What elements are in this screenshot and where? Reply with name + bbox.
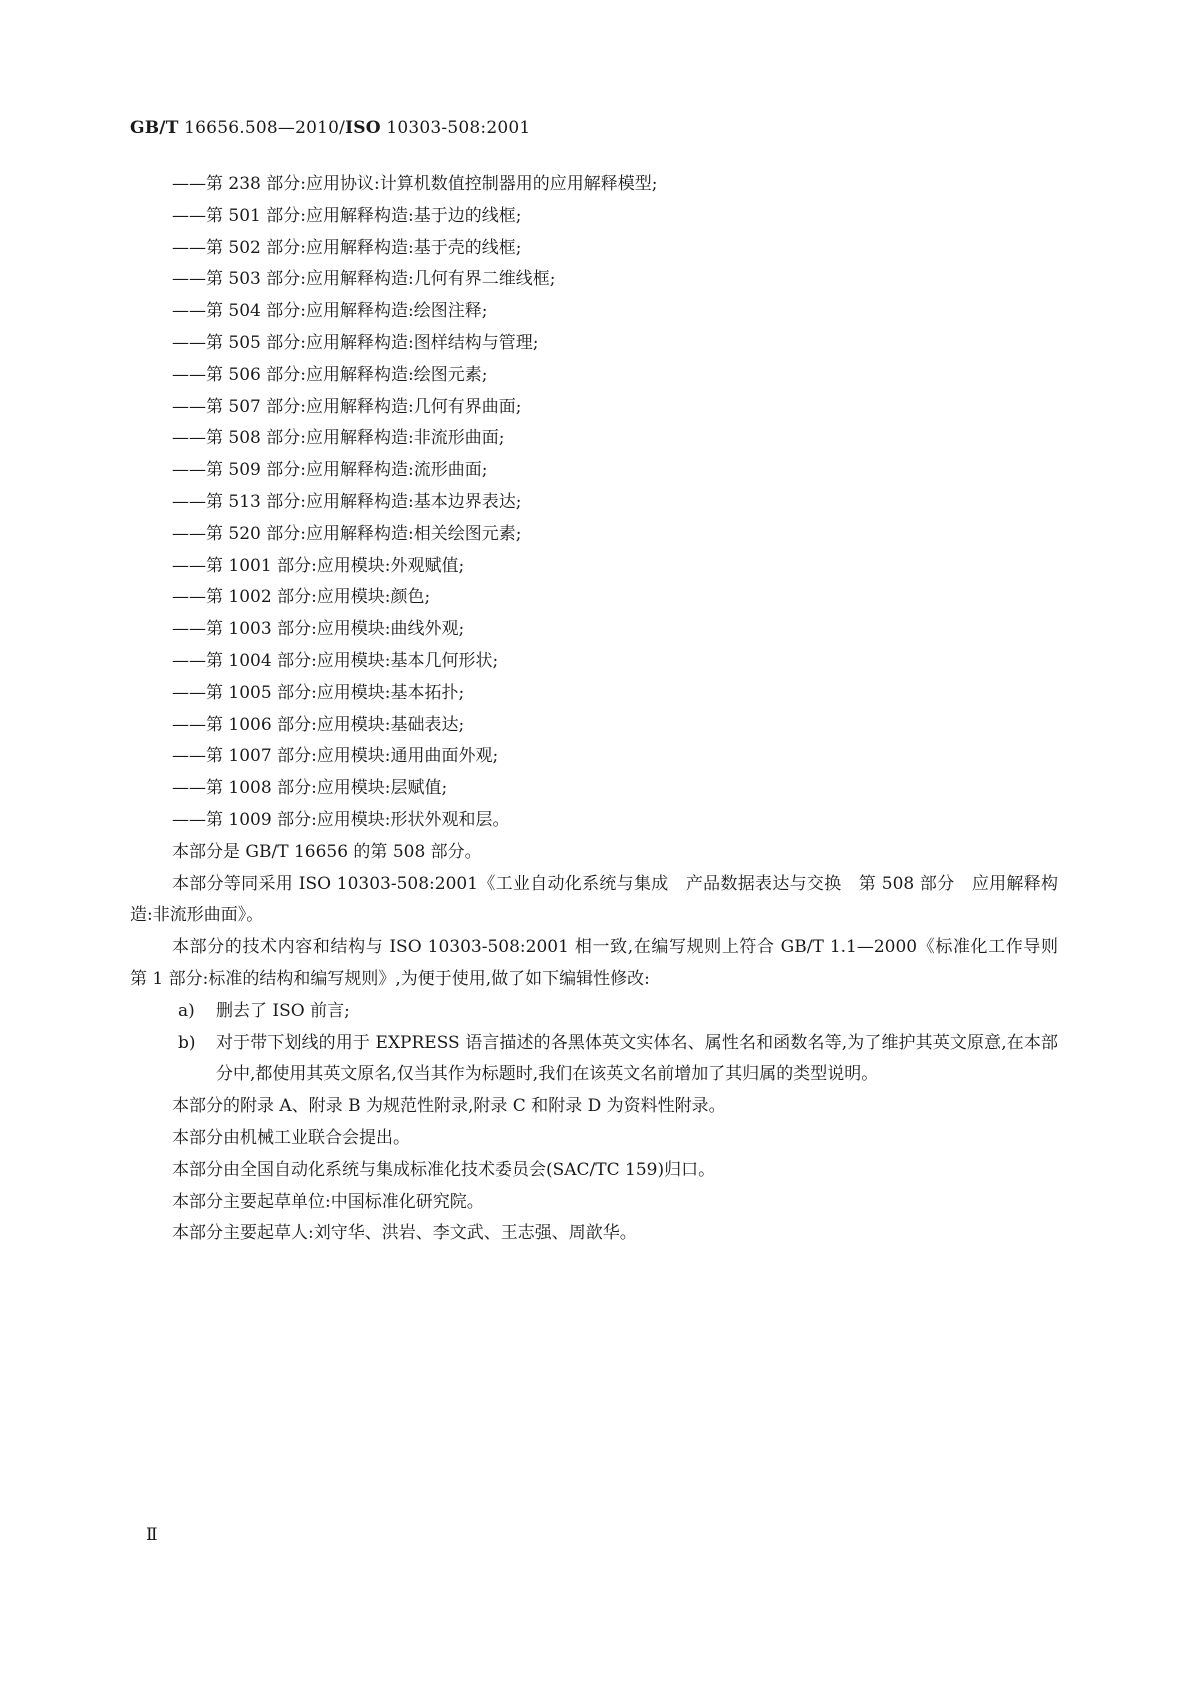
paragraph-adoption: 本部分等同采用 ISO 10303-508:2001《工业自动化系统与集成 产品数据表达与交换 第 508 部分 应用解释构造:非流形曲面》。 xyxy=(130,873,1058,926)
part-item-520: ——第 520 部分:应用解释构造:相关绘图元素; xyxy=(172,523,522,544)
paragraph-technical-content: 本部分的技术内容和结构与 ISO 10303-508:2001 相一致,在编写规则上符合 GB/T 1.1—2000《标准化工作导则 第 1 部分:标准的结构和编写规则》,为便于使用,做了如下编辑性修改: xyxy=(130,937,1075,989)
document-header xyxy=(130,118,530,138)
paragraph-annexes: 本部分的附录 A、附录 B 为规范性附录,附录 C 和附录 D 为资料性附录。 xyxy=(172,1096,726,1117)
parts-list xyxy=(130,169,1058,837)
part-item-509: ——第 509 部分:应用解释构造:流形曲面; xyxy=(172,460,488,481)
part-item-238: ——第 238 部分:应用协议:计算机数值控制器用的应用解释模型; xyxy=(172,174,658,194)
part-item-1007: ——第 1007 部分:应用模块:通用曲面外观; xyxy=(172,746,499,767)
part-item-507: ——第 507 部分:应用解释构造:几何有界曲面; xyxy=(172,396,522,417)
header-code-part3: ISO xyxy=(345,118,381,138)
item-a-marker: a) xyxy=(178,1000,195,1021)
modification-item-a xyxy=(130,996,1058,1028)
item-b-marker: b) xyxy=(178,1032,196,1053)
page-number: Ⅱ xyxy=(146,1525,158,1545)
paragraph-drafters: 本部分主要起草人:刘守华、洪岩、李文武、王志强、周歆华。 xyxy=(172,1223,637,1244)
modification-item-b xyxy=(130,1028,1058,1092)
part-item-503: ——第 503 部分:应用解释构造:几何有界二维线框; xyxy=(172,269,556,290)
paragraph-part-number: 本部分是 GB/T 16656 的第 508 部分。 xyxy=(172,841,482,862)
item-a-text: 删去了 ISO 前言; xyxy=(216,1000,350,1021)
header-code-part4: 10303-508:2001 xyxy=(380,118,531,138)
part-item-1006: ——第 1006 部分:应用模块:基础表达; xyxy=(172,714,465,735)
header-code-part2: 16656.508—2010/ xyxy=(178,118,346,138)
paragraph-proposer: 本部分由机械工业联合会提出。 xyxy=(172,1127,410,1148)
part-item-501: ——第 501 部分:应用解释构造:基于边的线框; xyxy=(172,205,522,226)
document-body xyxy=(130,169,1075,1250)
paragraph-committee: 本部分由全国自动化系统与集成标准化技术委员会(SAC/TC 159)归口。 xyxy=(172,1159,716,1180)
part-item-506: ——第 506 部分:应用解释构造:绘图元素; xyxy=(172,364,488,385)
part-item-1003: ——第 1003 部分:应用模块:曲线外观; xyxy=(172,619,465,640)
part-item-1001: ——第 1001 部分:应用模块:外观赋值; xyxy=(172,555,465,576)
paragraph-drafting-unit: 本部分主要起草单位:中国标准化研究院。 xyxy=(172,1191,484,1212)
part-item-1002: ——第 1002 部分:应用模块:颜色; xyxy=(172,587,431,608)
part-item-1005: ——第 1005 部分:应用模块:基本拓扑; xyxy=(172,682,465,703)
part-item-1004: ——第 1004 部分:应用模块:基本几何形状; xyxy=(172,650,499,671)
item-b-text: 对于带下划线的用于 EXPRESS 语言描述的各黑体英文实体名、属性名和函数名等,为了维护其英文原意,在本部分中,都使用其英文原名,仅当其作为标题时,我们在该英文名前增加了其归属的类型说明。 xyxy=(216,1032,1058,1085)
part-item-1008: ——第 1008 部分:应用模块:层赋值; xyxy=(172,778,448,799)
part-item-513: ——第 513 部分:应用解释构造:基本边界表达; xyxy=(172,491,522,512)
part-item-504: ——第 504 部分:应用解释构造:绘图注释; xyxy=(172,301,488,322)
part-item-502: ——第 502 部分:应用解释构造:基于壳的线框; xyxy=(172,237,522,258)
part-item-1009: ——第 1009 部分:应用模块:形状外观和层。 xyxy=(172,809,510,830)
header-code-part1: GB/T xyxy=(130,118,179,138)
part-item-508: ——第 508 部分:应用解释构造:非流形曲面; xyxy=(172,428,505,449)
part-item-505: ——第 505 部分:应用解释构造:图样结构与管理; xyxy=(172,332,539,353)
